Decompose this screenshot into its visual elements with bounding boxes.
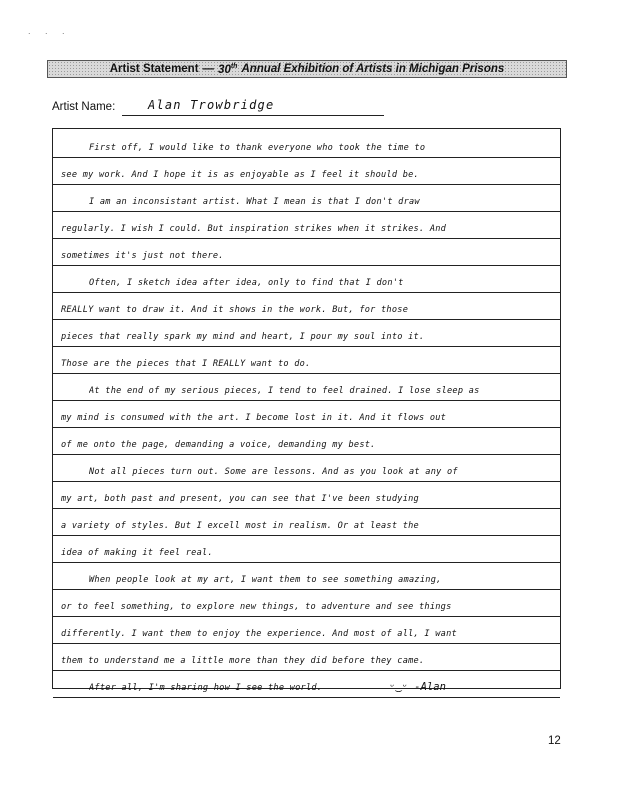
header-separator: — (202, 63, 215, 75)
statement-line (53, 563, 560, 590)
artist-signature: ᵕ‿ᵕ -Alan (389, 681, 446, 693)
statement-line-text: or to feel something, to explore new things, to adventure and see things (61, 602, 452, 612)
statement-line-text: differently. I want them to enjoy the experience. And most of all, I want (61, 629, 457, 639)
statement-line (53, 293, 560, 320)
statement-line (53, 509, 560, 536)
scan-specks: . . . (28, 26, 71, 36)
statement-line (53, 590, 560, 617)
statement-line (53, 158, 560, 185)
statement-line-text: I am an inconsistant artist. What I mean is that I don't draw (89, 197, 420, 207)
statement-line-text: Those are the pieces that I REALLY want to do. (61, 359, 311, 369)
header-prefix: Artist Statement (109, 63, 199, 75)
statement-line-text: idea of making it feel real. (61, 548, 213, 558)
statement-line (53, 482, 560, 509)
artist-name-value: Alan Trowbridge (148, 98, 275, 112)
statement-line (53, 428, 560, 455)
statement-line-text: my art, both past and present, you can see that I've been studying (61, 494, 419, 504)
statement-line (53, 671, 560, 698)
statement-line (53, 374, 560, 401)
header-ordinal (218, 63, 237, 76)
statement-line-text: a variety of styles. But I excell most in realism. Or at least the (61, 521, 419, 531)
statement-line-text: At the end of my serious pieces, I tend to feel drained. I lose sleep as (89, 386, 480, 396)
statement-line (53, 239, 560, 266)
statement-line (53, 212, 560, 239)
statement-line-text: my mind is consumed with the art. I become lost in it. And it flows out (61, 413, 447, 423)
statement-line (53, 131, 560, 158)
statement-line-text: sometimes it's just not there. (61, 251, 224, 261)
statement-writing-box (52, 128, 561, 693)
header-title: Annual Exhibition of Artists in Michigan Prisons (241, 63, 505, 75)
artist-name-label: Artist Name: (52, 101, 116, 113)
page-number: 12 (548, 735, 561, 747)
statement-line (53, 644, 560, 671)
statement-line (53, 617, 560, 644)
statement-line (53, 401, 560, 428)
statement-line-text: see my work. And I hope it is as enjoyable as I feel it should be. (61, 170, 419, 180)
statement-lines (53, 129, 560, 693)
statement-line-text: them to understand me a little more than they did before they came. (61, 656, 425, 666)
statement-line-text: When people look at my art, I want them to see something amazing, (89, 575, 442, 585)
statement-line-text: regularly. I wish I could. But inspiration strikes when it strikes. And (61, 224, 447, 234)
header-ordinal-number: 30 (218, 63, 231, 76)
statement-line (53, 185, 560, 212)
statement-line-text: REALLY want to draw it. And it shows in the work. But, for those (61, 305, 409, 315)
statement-line (53, 320, 560, 347)
statement-header-bar (47, 60, 567, 78)
statement-line (53, 536, 560, 563)
header-ordinal-suffix: th (230, 62, 238, 70)
statement-line (53, 347, 560, 374)
statement-line-text: First off, I would like to thank everyone who took the time to (89, 143, 426, 153)
artist-name-underline (122, 115, 384, 116)
statement-line-text: Often, I sketch idea after idea, only to find that I don't (89, 278, 404, 288)
statement-line-text: After all, I'm sharing how I see the world. (89, 683, 323, 693)
statement-line-text: Not all pieces turn out. Some are lessons. And as you look at any of (89, 467, 458, 477)
statement-line-text: pieces that really spark my mind and heart, I pour my soul into it. (61, 332, 425, 342)
artist-name-row (52, 98, 352, 118)
statement-line (53, 266, 560, 293)
statement-line-text: of me onto the page, demanding a voice, demanding my best. (61, 440, 376, 450)
statement-line (53, 455, 560, 482)
